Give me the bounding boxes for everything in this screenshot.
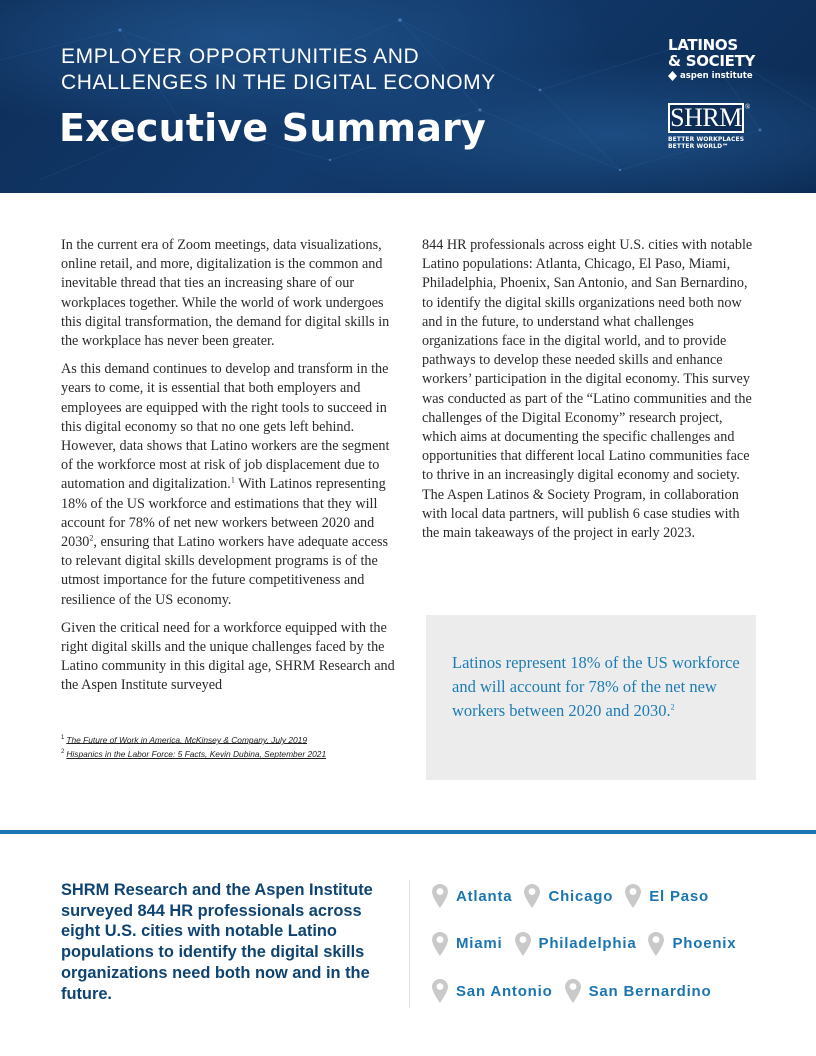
paragraph-survey-detail: 844 HR professionals across eight U.S. cities with notable Latino populations: Atlanta, Chicago, El Paso, Miami, Philadelphia, Phoenix, San Antonio, and San Bernardino, to identify the digital skills organizations need both now and in the future, to understand what challenges organizations face in the digital world, and to provide pathways to develop these needed skills and enhance workers’ participation in the digital economy. This survey was conducted as part of the “Latino communities and the challenges of the Digital Economy” research project, which aims at documenting the specific challenges and opportunities that different local Latino communities face to thrive in an increasingly digital economy and society. The Aspen Latinos & Society Program, in collaboration with local data partners, will publish 6 case studies with the main takeaways of the project in early 2023. (422, 237, 753, 542)
stat-callout (426, 615, 756, 780)
city-phoenix (648, 932, 736, 956)
shrm-tagline-1: BETTER WORKPLACES (668, 136, 745, 143)
footnote-2-link[interactable]: Hispanics in the Labor Force: 5 Facts, Kevin Dubina, September 2021 (66, 749, 327, 760)
network-background (0, 0, 816, 193)
report-kicker (61, 44, 496, 96)
city-philadelphia (515, 932, 637, 956)
shrm-tagline-2: BETTER WORLD℠ (668, 143, 729, 150)
city-list (432, 884, 802, 1027)
shrm-wordmark: SHRM (670, 103, 742, 132)
city-name: Chicago (548, 887, 614, 905)
shrm-wordmark-row (668, 103, 768, 133)
city-name: El Paso (649, 887, 710, 905)
city-atlanta (432, 884, 512, 908)
footnote-1-link[interactable]: The Future of Work in America, McKinsey & Company, July 2019 (66, 734, 307, 745)
logo-latinos-line2: & SOCIETY (668, 52, 756, 70)
logo-latinos-line1: LATINOS (668, 36, 738, 54)
city-name: Atlanta (456, 887, 513, 905)
page-title: Executive Summary (59, 106, 486, 150)
city-row-3 (432, 979, 802, 1003)
city-name: Philadelphia (538, 935, 637, 952)
city-san-antonio (432, 979, 553, 1003)
map-pin-icon (432, 932, 448, 956)
latinos-society-logo (668, 37, 755, 82)
paragraph-intro: In the current era of Zoom meetings, data visualizations, online retail, and more, digitalization is the common and inevitable thread that ties an increasing share of our workplaces together. While the world of work undergoes this digital transformation, the demand for digital skills in the workplace has never been greater. (61, 237, 390, 350)
city-san-bernardino (565, 979, 712, 1003)
map-pin-icon (524, 884, 540, 908)
city-name: San Bernardino (588, 982, 712, 1000)
kicker-line-1: EMPLOYER OPPORTUNITIES AND (61, 45, 420, 68)
paragraph-demand-b: With Latinos representing 18% of the US workforce and estimations that they will account for 78% of net new workers between 2020 and 2030 (61, 476, 386, 551)
map-pin-icon (432, 884, 448, 908)
body-right-column (422, 236, 758, 552)
footnote-1 (61, 732, 397, 747)
city-name: Phoenix (672, 935, 737, 952)
city-chicago (524, 884, 613, 908)
city-miami (432, 932, 503, 956)
paragraph-demand-a: As this demand continues to develop and transform in the years to come, it is essential that both employers and employees are equipped with the right tools to succeed in this digital economy so that no one gets left behind. However, data shows that Latino workers are the segment of the workforce most at risk of job displacement due to automation and digitalization. (61, 361, 390, 493)
city-el-paso (625, 884, 709, 908)
logo-aspen-text: aspen institute (680, 71, 753, 81)
map-pin-icon (515, 932, 531, 956)
body-left-column (61, 236, 397, 761)
footnote-2-number: 2 (61, 749, 65, 756)
footnote-ref-1[interactable]: 1 (230, 475, 235, 485)
kicker-line-2: CHALLENGES IN THE DIGITAL ECONOMY (61, 71, 496, 94)
map-pin-icon (625, 884, 641, 908)
city-name: Miami (456, 935, 503, 952)
paragraph-survey-lead: Given the critical need for a workforce equipped with the right digital skills and the unique challenges faced by the Latino community in this digital age, SHRM Research and the Aspen Institute surveyed (61, 619, 395, 694)
footnote-2 (61, 746, 397, 761)
map-pin-icon (432, 979, 448, 1003)
footnotes (61, 732, 397, 762)
header-banner (0, 0, 816, 193)
shrm-logo (668, 103, 768, 150)
callout-footnote-ref[interactable]: 2 (670, 702, 675, 712)
vertical-divider (409, 880, 410, 1008)
aspen-leaf-icon (668, 71, 677, 81)
callout-statement: Latinos represent 18% of the US workforce and will account for 78% of the net new workers between 2020 and 2030. (452, 653, 740, 720)
map-pin-icon (565, 979, 581, 1003)
city-row-2 (432, 932, 802, 956)
callout-text (452, 651, 742, 723)
survey-summary-lead: SHRM Research and the Aspen Institute surveyed 844 HR professionals across eight U.S. cities with notable Latino populations to identify the digital skills organizations need both now and in the future. (61, 881, 373, 1003)
shrm-wordmark-box (668, 103, 744, 133)
city-row-1 (432, 884, 802, 908)
paragraph-demand (61, 360, 397, 610)
logo-aspen (668, 70, 755, 82)
shrm-registered-mark: ® (745, 103, 751, 111)
footnote-1-number: 1 (61, 734, 65, 741)
city-name: San Antonio (456, 982, 553, 1000)
footnote-ref-2[interactable]: 2 (89, 533, 94, 543)
paragraph-demand-c: , ensuring that Latino workers have adequate access to relevant digital skills development programs is of the utmost importance for the future competitiveness and resilience of the US economy. (61, 534, 389, 608)
section-divider (0, 830, 816, 834)
map-pin-icon (648, 932, 664, 956)
